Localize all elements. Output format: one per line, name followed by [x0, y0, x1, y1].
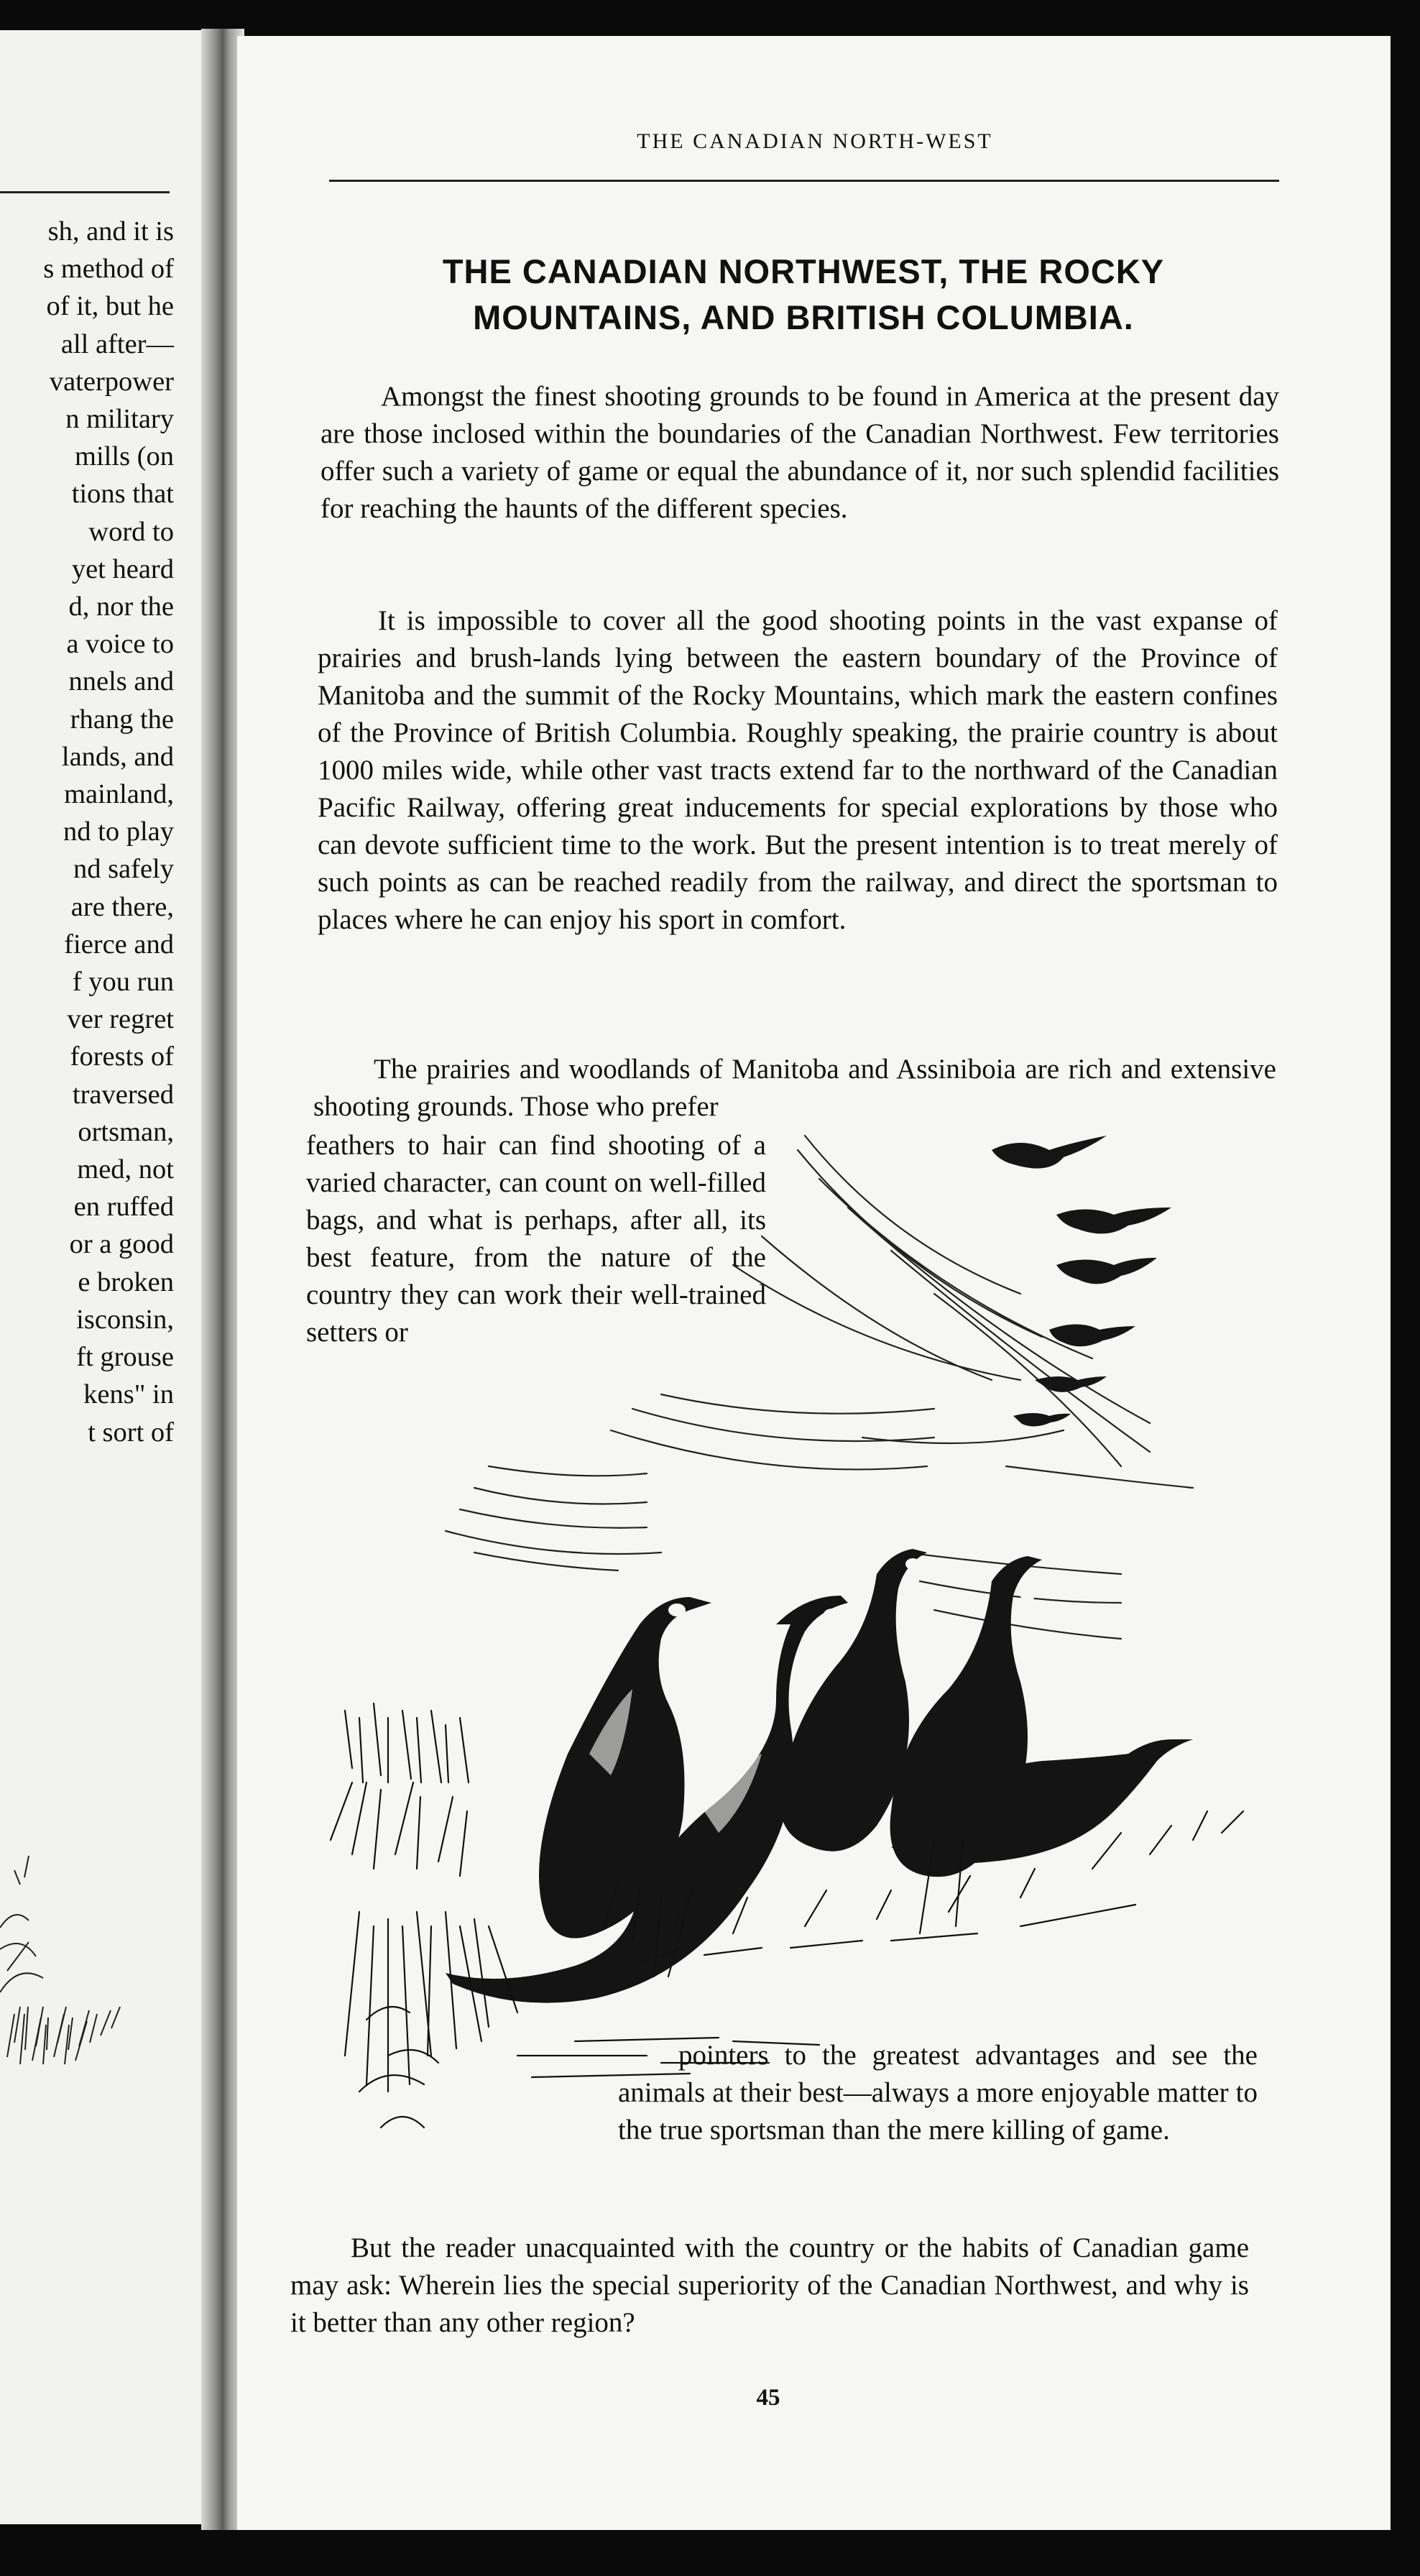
left-page-text — [0, 213, 174, 1451]
page-number: 45 — [756, 2385, 780, 2411]
paragraph-3-start: The prairies and woodlands of Manitoba and Assiniboia are rich and extensive shooting grounds. Those who prefer — [313, 1054, 1276, 1122]
left-page-line: traversed — [72, 1079, 174, 1110]
left-page — [0, 30, 210, 2524]
paragraph-1: Amongst the finest shooting grounds to be found in America at the present day are those inclosed within the boundaries of the Canadian Northwest. Few territories offer such a variety of game or equal the abundance of it, nor such splendid facilities for reaching the haunts of the different species. — [321, 381, 1279, 524]
left-page-line: ft grouse — [76, 1342, 174, 1373]
left-page-line: mills (on — [75, 441, 174, 472]
running-head: THE CANADIAN NORTH-WEST — [637, 129, 993, 153]
left-header-rule — [0, 191, 170, 193]
left-page-line: isconsin, — [76, 1304, 174, 1335]
scan-border-bottom — [0, 2530, 1420, 2576]
left-page-line: tions that — [71, 479, 174, 510]
left-page-line: en ruffed — [73, 1192, 174, 1223]
paragraph-3-end: pointers to the greatest advantages and see the animals at their best—always a more enjoyable matter to the true sportsman than the mere killing of game. — [618, 2040, 1258, 2145]
left-page-line: ver regret — [67, 1004, 174, 1035]
left-page-line: of it, but he — [46, 291, 174, 322]
chapter-title: THE CANADIAN NORTHWEST, THE ROCKY MOUNTAINS, AND BRITISH COLUMBIA. — [442, 252, 1165, 336]
paragraph-2: It is impossible to cover all the good shooting points in the vast expanse of prairies and brush-lands lying between the eastern boundary of the Province of Manitoba and the summit of the Rocky Mountains, which mark the eastern confines of the Province of British Columbia. Roughly speaking, the prairie country is about 1000 miles wide, while other vast tracts extend far to the northward of the Canadian Pacific Railway, offering great inducements for special explorations by those who can devote sufficient time to the work. But the present intention is to treat merely of such points as can be reached readily from the railway, and direct the sportsman to places where he can enjoy his sport in comfort. — [318, 605, 1278, 935]
left-page-line: or a good — [69, 1229, 174, 1260]
left-page-line: e broken — [78, 1266, 174, 1297]
left-page-line: nnels and — [68, 666, 174, 697]
left-page-line: f you run — [72, 967, 174, 998]
left-page-line: all after— — [60, 328, 174, 359]
left-page-line: a voice to — [66, 629, 174, 660]
left-page-line: rhang the — [70, 704, 174, 735]
left-page-line: mainland, — [64, 779, 174, 810]
left-page-line: s method of — [43, 254, 174, 285]
left-page-line: word to — [88, 516, 174, 547]
left-page-line: nd safely — [73, 854, 174, 885]
paragraph-4: But the reader unacquainted with the country or the habits of Canadian game may ask: Wherein lies the special superiority of the Canadian Northwest, and why is it better than any other region? — [290, 2232, 1249, 2338]
left-page-line: ortsman, — [78, 1116, 174, 1147]
left-page-line: lands, and — [61, 741, 174, 772]
left-page-line: fierce and — [64, 929, 174, 960]
left-page-line: n military — [65, 404, 174, 435]
left-page-line: d, nor the — [68, 592, 174, 622]
left-page-line: nd to play — [63, 816, 174, 847]
left-page-line: t sort of — [88, 1417, 174, 1448]
header-rule — [329, 180, 1279, 182]
left-page-line: forests of — [70, 1041, 174, 1072]
left-page-line: are there, — [70, 891, 174, 922]
left-page-line: vaterpower — [49, 366, 174, 397]
left-page-line: kens" in — [83, 1379, 174, 1410]
left-page-line: yet heard — [71, 553, 174, 584]
left-page-illustration-fragment — [0, 1827, 144, 2129]
left-page-line: sh, and it is — [47, 216, 174, 247]
scan-border-right — [1391, 0, 1420, 2576]
paragraph-3-beside-illustration: feathers to hair can find shooting of a varied character, can count on well-filled bags, and what is perhaps, after all, its best feature, from the nature of the country they can work their well-trained setters or — [306, 1130, 766, 1348]
left-page-line: med, not — [77, 1154, 174, 1185]
